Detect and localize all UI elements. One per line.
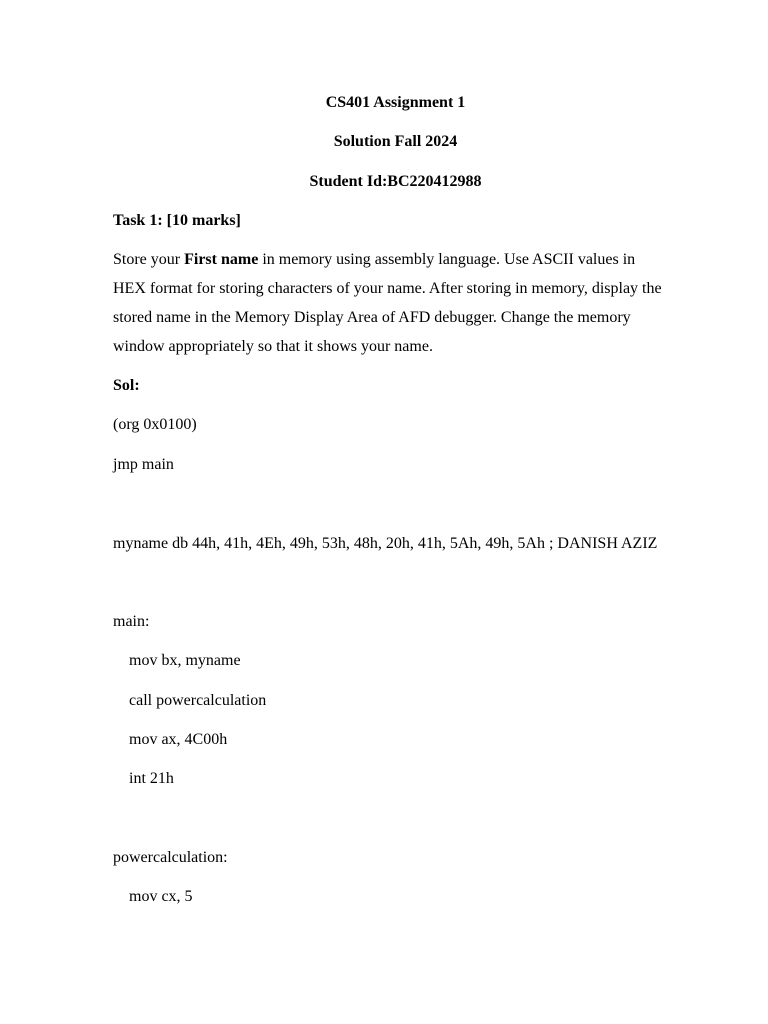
code-power-label: powercalculation: [113,849,228,866]
document-subtitle: Solution Fall 2024 [333,133,458,150]
paragraph-line-4: window appropriately so that it shows your name. [113,338,433,355]
code-main-label: main: [113,613,150,630]
paragraph-line-3: stored name in the Memory Display Area of AFD debugger. Change the memory [113,309,631,326]
code-main-line: mov bx, myname [129,652,241,669]
sol-label: Sol: [113,377,140,394]
task-heading: Task 1: [10 marks] [113,212,241,229]
paragraph-first-name: First name [184,251,259,268]
code-org: (org 0x0100) [113,416,197,433]
code-jmp: jmp main [113,456,174,473]
code-main-line: mov ax, 4C00h [129,731,228,748]
paragraph-line-1-pre: Store your [113,251,185,268]
paragraph-line-1 [113,250,635,270]
code-main-line: call powercalculation [129,692,267,709]
code-power-line: mov cx, 5 [129,888,193,905]
code-main-line: int 21h [129,770,174,787]
code-myname: myname db 44h, 41h, 4Eh, 49h, 53h, 48h, 20h, 41h, 5Ah, 49h, 5Ah ; DANISH AZIZ [113,535,658,552]
student-id: Student Id:BC220412988 [309,173,482,190]
document-title: CS401 Assignment 1 [325,94,466,111]
paragraph-line-1-post: in memory using assembly language. Use ASCII values in [258,251,636,268]
paragraph-line-2: HEX format for storing characters of your name. After storing in memory, display the [113,280,662,297]
